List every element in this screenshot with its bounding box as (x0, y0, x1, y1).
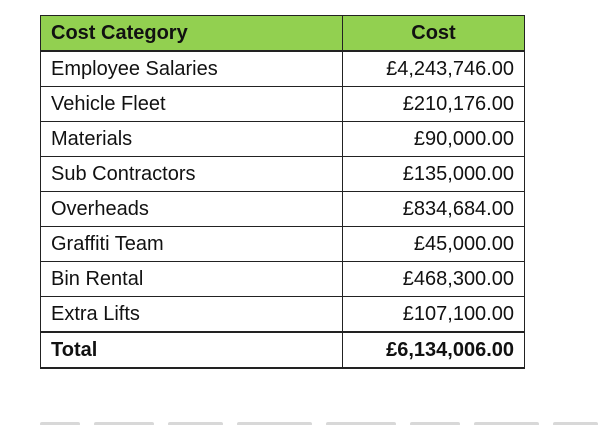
total-cost: £6,134,006.00 (343, 332, 525, 368)
row-cost: £4,243,746.00 (343, 51, 525, 87)
row-cost: £135,000.00 (343, 157, 525, 192)
table-row (41, 262, 525, 297)
row-category: Vehicle Fleet (41, 87, 343, 122)
row-cost: £834,684.00 (343, 192, 525, 227)
table-row (41, 122, 525, 157)
row-cost: £90,000.00 (343, 122, 525, 157)
table-row (41, 51, 525, 87)
row-category: Sub Contractors (41, 157, 343, 192)
total-row (41, 332, 525, 368)
row-category: Graffiti Team (41, 227, 343, 262)
table-row (41, 297, 525, 333)
cropped-text-line (40, 413, 615, 425)
row-category: Bin Rental (41, 262, 343, 297)
header-cost-category: Cost Category (41, 16, 343, 52)
table-row (41, 192, 525, 227)
cost-table (40, 15, 525, 369)
header-cost: Cost (343, 16, 525, 52)
table-header (41, 16, 525, 52)
table-body (41, 51, 525, 368)
row-cost: £210,176.00 (343, 87, 525, 122)
row-category: Materials (41, 122, 343, 157)
row-cost: £468,300.00 (343, 262, 525, 297)
row-category: Overheads (41, 192, 343, 227)
header-row (41, 16, 525, 52)
row-cost: £45,000.00 (343, 227, 525, 262)
table-row (41, 157, 525, 192)
total-label: Total (41, 332, 343, 368)
table-row (41, 227, 525, 262)
row-category: Employee Salaries (41, 51, 343, 87)
row-category: Extra Lifts (41, 297, 343, 333)
table-row (41, 87, 525, 122)
row-cost: £107,100.00 (343, 297, 525, 333)
